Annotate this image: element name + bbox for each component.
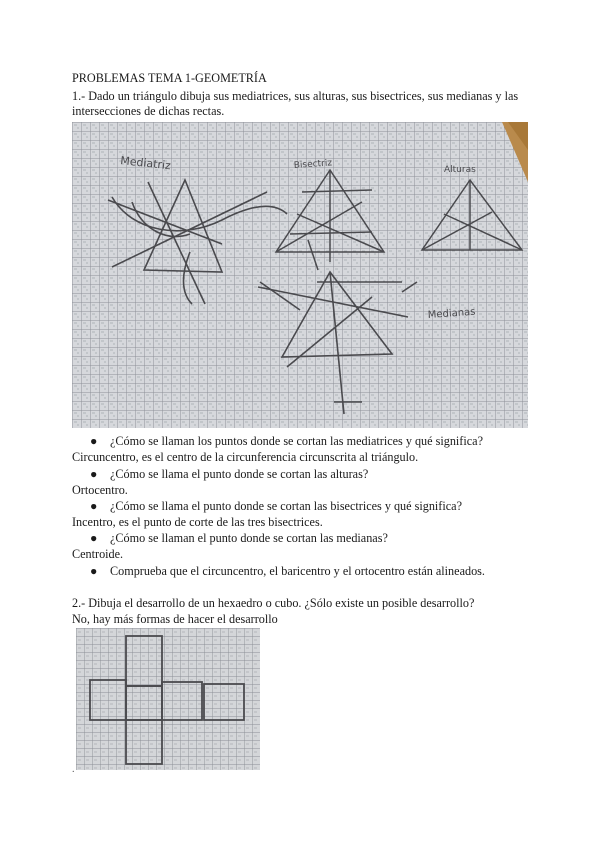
mediatrices-label: Mediatriz xyxy=(119,154,172,173)
alturas-label: Alturas xyxy=(444,165,476,175)
final-item xyxy=(90,564,485,579)
question-1 xyxy=(90,434,483,449)
question-3-text: ¿Cómo se llama el punto donde se cortan las bisectrices y qué significa? xyxy=(110,499,462,513)
document-title: PROBLEMAS TEMA 1-GEOMETRÍA xyxy=(72,71,267,85)
question-2 xyxy=(90,467,368,482)
answer-4: Centroide. xyxy=(72,547,124,561)
bullet-icon: ● xyxy=(90,499,98,513)
cube-net-photo xyxy=(76,628,260,770)
bullet-icon: ● xyxy=(90,467,98,481)
medianas-label: Medianas xyxy=(427,306,476,321)
problem1-statement-line1: 1.- Dado un triángulo dibuja sus mediatrices, sus alturas, sus bisectrices, sus medianas y las xyxy=(72,89,519,103)
answer-3: Incentro, es el punto de corte de las tres bisectrices. xyxy=(72,515,323,529)
answer-1: Circuncentro, es el centro de la circunferencia circunscrita al triángulo. xyxy=(72,450,419,464)
question-4-text: ¿Cómo se llaman el punto donde se cortan las medianas? xyxy=(110,531,388,545)
answer-2: Ortocentro. xyxy=(72,483,128,497)
bullet-icon: ● xyxy=(90,531,98,545)
final-item-text: Comprueba que el circuncentro, el baricentro y el ortocentro están alineados. xyxy=(110,564,485,578)
question-1-text: ¿Cómo se llaman los puntos donde se cortan las mediatrices y qué significa? xyxy=(110,434,483,448)
problem1-statement-line2: intersecciones de dichas rectas. xyxy=(72,104,225,118)
problem2-statement: 2.- Dibuja el desarrollo de un hexaedro o cubo. ¿Sólo existe un posible desarrollo? xyxy=(72,596,475,610)
bisectrices-label: Bisectriz xyxy=(293,158,333,171)
trailing-dot: . xyxy=(72,764,75,775)
problem2-answer: No, hay más formas de hacer el desarrollo xyxy=(72,612,278,626)
question-3 xyxy=(90,499,462,514)
bullet-icon: ● xyxy=(90,564,98,578)
question-2-text: ¿Cómo se llama el punto donde se cortan las alturas? xyxy=(110,467,369,481)
triangles-photo xyxy=(72,122,528,428)
bullet-icon: ● xyxy=(90,434,98,448)
question-4 xyxy=(90,531,388,546)
